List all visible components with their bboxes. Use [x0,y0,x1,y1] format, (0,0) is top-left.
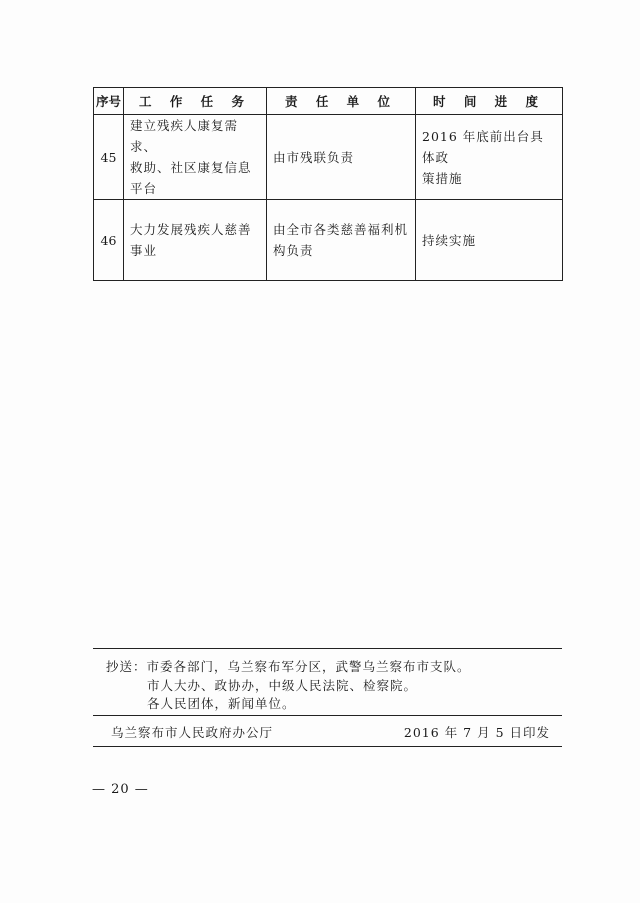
table-row [94,115,563,200]
task-table [93,87,563,281]
task-line: 建立残疾人康复需求、 [130,118,239,154]
page-number: — 20 — [92,782,149,797]
issue-date: 2016 年 7 月 5 日印发 [403,725,550,740]
row-schedule [416,115,563,200]
cc-line-3: 各人民团体，新闻单位。 [147,696,296,711]
row-serial-no: 46 [94,200,124,281]
row-task [124,200,267,281]
row-serial-no: 45 [94,115,124,200]
cc-distribution-block [93,648,562,716]
row-schedule: 持续实施 [416,200,563,281]
header-responsible-unit: 责 任 单 位 [267,88,416,115]
task-line: 救助、社区康复信息 [130,160,252,175]
cc-line-1: 抄送：市委各部门，乌兰察布军分区，武警乌兰察布市支队。 [106,659,471,674]
task-line: 平台 [130,181,158,196]
row-task [124,115,267,200]
issuing-office: 乌兰察布市人民政府办公厅 [111,725,274,740]
task-line: 事业 [130,243,158,258]
unit-line: 由全市各类慈善福利机 [273,222,409,237]
unit-line: 构负责 [273,243,314,258]
header-task: 工 作 任 务 [124,88,267,115]
header-schedule: 时 间 进 度 [416,88,563,115]
cc-line-2: 市人大办、政协办，中级人民法院、检察院。 [147,678,418,693]
table-header-row [94,88,563,115]
header-serial-no: 序号 [94,88,124,115]
task-line: 大力发展残疾人慈善 [130,222,252,237]
schedule-line: 2016 年底前出台具体政 [422,128,544,165]
table-row [94,200,563,281]
row-responsible-unit: 由市残联负责 [267,115,416,200]
row-responsible-unit [267,200,416,281]
issue-row [93,716,562,747]
schedule-line: 策措施 [422,170,463,186]
